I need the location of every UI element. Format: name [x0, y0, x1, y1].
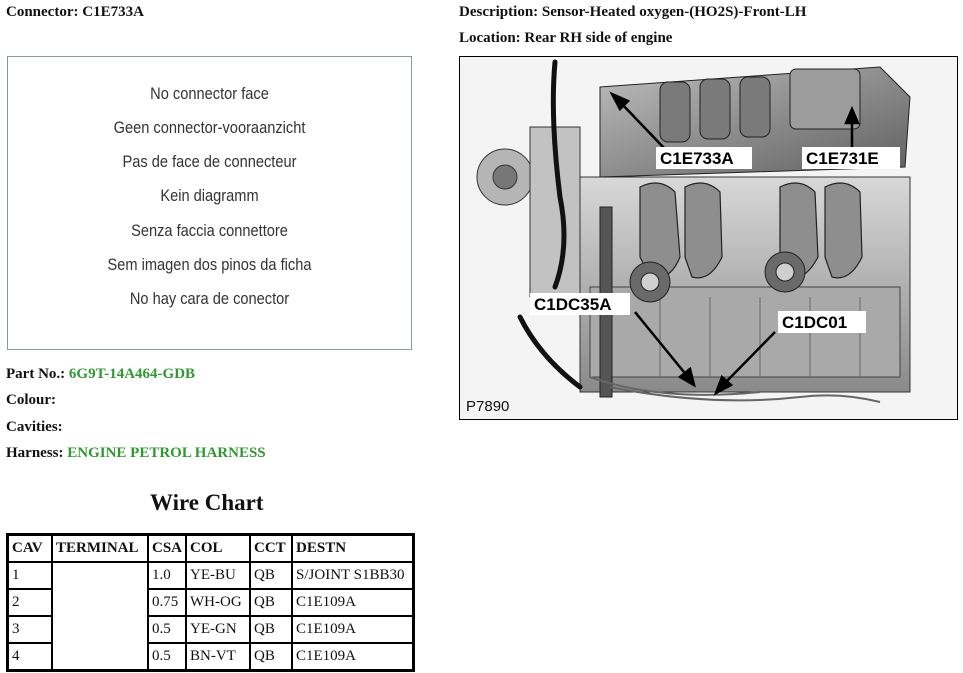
cell-csa: 1.0 — [148, 562, 186, 589]
cell-cav: 3 — [8, 616, 52, 643]
cell-cct: QB — [250, 643, 292, 670]
cavities-label: Cavities: — [6, 419, 63, 435]
cell-cav: 4 — [8, 643, 52, 670]
description-value: Sensor-Heated oxygen-(HO2S)-Front-LH — [541, 4, 807, 20]
callout-c1dc35a: C1DC35A — [534, 295, 612, 314]
cavities-field — [6, 419, 63, 436]
no-face-line: No connector face — [150, 84, 269, 103]
no-face-line: Pas de face de connecteur — [122, 152, 297, 171]
harness-label: Harness: — [6, 445, 64, 461]
cell-cav: 2 — [8, 589, 52, 616]
header-cct: CCT — [250, 535, 292, 562]
colour-label: Colour: — [6, 392, 56, 408]
part-no-label: Part No.: — [6, 366, 66, 382]
header-terminal: TERMINAL — [52, 535, 148, 562]
no-connector-face-box — [7, 56, 412, 350]
table-header-row — [8, 535, 413, 562]
no-face-line: Senza faccia connettore — [131, 221, 288, 240]
cell-cav: 1 — [8, 562, 52, 589]
engine-illustration — [459, 56, 958, 420]
header-destn: DESTN — [292, 535, 413, 562]
location-label: Location: — [459, 30, 521, 46]
location-value: Rear RH side of engine — [524, 30, 673, 46]
header-col: COL — [186, 535, 250, 562]
connector-field — [6, 4, 144, 21]
no-face-line: Kein diagramm — [160, 186, 259, 205]
cell-cct: QB — [250, 589, 292, 616]
cell-cct: QB — [250, 562, 292, 589]
description-field — [459, 4, 806, 21]
connector-value: C1E733A — [82, 4, 144, 20]
cell-col: WH-OG — [186, 589, 250, 616]
cell-destn: S/JOINT S1BB30 — [292, 562, 413, 589]
table-row — [8, 562, 413, 589]
harness-link[interactable]: ENGINE PETROL HARNESS — [67, 445, 266, 461]
callout-c1dc01: C1DC01 — [782, 313, 848, 332]
no-face-line: Sem imagen dos pinos da ficha — [107, 255, 312, 274]
callout-c1e733a: C1E733A — [660, 149, 734, 168]
cell-col: YE-BU — [186, 562, 250, 589]
wire-chart-table — [6, 533, 415, 672]
cell-csa: 0.5 — [148, 643, 186, 670]
part-no-link[interactable]: 6G9T-14A464-GDB — [68, 366, 196, 382]
cell-destn: C1E109A — [292, 643, 413, 670]
header-csa: CSA — [148, 535, 186, 562]
cell-csa: 0.75 — [148, 589, 186, 616]
no-face-line: Geen connector-vooraanzicht — [113, 118, 306, 137]
description-label: Description: — [459, 4, 539, 20]
wire-chart-title: Wire Chart — [150, 490, 264, 515]
harness-field — [6, 445, 266, 462]
location-field — [459, 30, 672, 47]
colour-field — [6, 392, 56, 409]
part-no-field — [6, 366, 195, 383]
engine-drawing — [460, 57, 957, 419]
header-cav: CAV — [8, 535, 52, 562]
cell-terminal — [52, 562, 148, 670]
connector-label: Connector: — [6, 4, 79, 20]
figure-id: P7890 — [466, 398, 510, 415]
cell-destn: C1E109A — [292, 616, 413, 643]
cell-col: BN-VT — [186, 643, 250, 670]
no-face-line: No hay cara de conector — [129, 289, 290, 308]
cell-csa: 0.5 — [148, 616, 186, 643]
callout-c1e731e: C1E731E — [806, 149, 879, 168]
cell-col: YE-GN — [186, 616, 250, 643]
cell-cct: QB — [250, 616, 292, 643]
cell-destn: C1E109A — [292, 589, 413, 616]
